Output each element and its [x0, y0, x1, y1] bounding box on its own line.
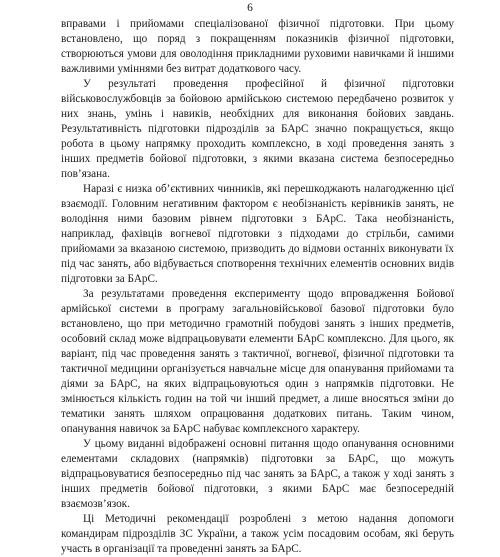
body-text	[61, 17, 454, 557]
paragraph-5: У цьому виданні відображені основні питання щодо опанування основними елементами складових (напрямків) підготовки за БАрС, що можуть відпрацьовуватися безпосередньо під час занять за БАрС, а також у ході занять з інших предметів бойової підготовки, з якими БАрС має безпосередній взаємозв’язок.	[61, 438, 454, 510]
paragraph-2: У результаті проведення професійної й фізичної підготовки військовослужбовців за бойовою армійською системою передбачено розвиток у них знань, умінь і навиків, необхідних для виконання бойових завдань. Результативність підготовки підрозділів за БАрС значно покращується, якщо робота в цьому напрямку проходить комплексно, в ході проведення занять з інших предметів бойової підготовки, з якими вказана система безпосередньо пов’язана.	[61, 78, 454, 180]
paragraph-6: Ці Методичні рекомендації розроблені з метою надання допомоги командирам підрозділів ЗС України, а також усім посадовим особам, які беруть участь в організації та проведенні занять за БАрС.	[61, 513, 454, 555]
paragraph-4: За результатами проведення експерименту щодо впровадження Бойової армійської системи в програму загальновійськової базової підготовки було встановлено, що при методично грамотній побудові занять з інших предметів, особовий склад може відпрацьовувати елементи БАрС комплексно. Для цього, як варіант, під час проведення занять з тактичної, вогневої, фізичної підготовки та тактичної медицини організується навчальне місце для опанування прийомами та діями за БАрС, на яких відпрацьовуються один з напрямків підготовки. Не змінюється кількість годин на той чи інший предмет, а лише вносяться зміни до тематики занять шляхом опрацювання додаткових питань. Таким чином, опанування навичок за БАрС набуває комплексного характеру.	[61, 288, 454, 435]
paragraph-3: Наразі є низка об’єктивних чинників, які перешкоджають налагодженню цієї взаємодії. Головним негативним фактором є необізнаність керівників занять, не володіння ними базовим рівнем підготовки з БАрС. Така необізнаність, наприклад, фахівців вогневої підготовки з підходами до стрільби, самими прийомами за вказаною системою, призводить до відмови останніх виконувати їх під час занять, або відбувається спотворення технічних елементів основних видів підготовки за БАрС.	[61, 183, 454, 285]
paragraph-1: вправами і прийомами спеціалізованої фізичної підготовки. При цьому встановлено, що поряд з покращенням показників фізичної підготовки, створюються умови для оволодіння прикладними руховими навичками й іншими важливими уміннями без витрат додаткового часу.	[61, 18, 454, 75]
page-number: 6	[247, 2, 253, 14]
